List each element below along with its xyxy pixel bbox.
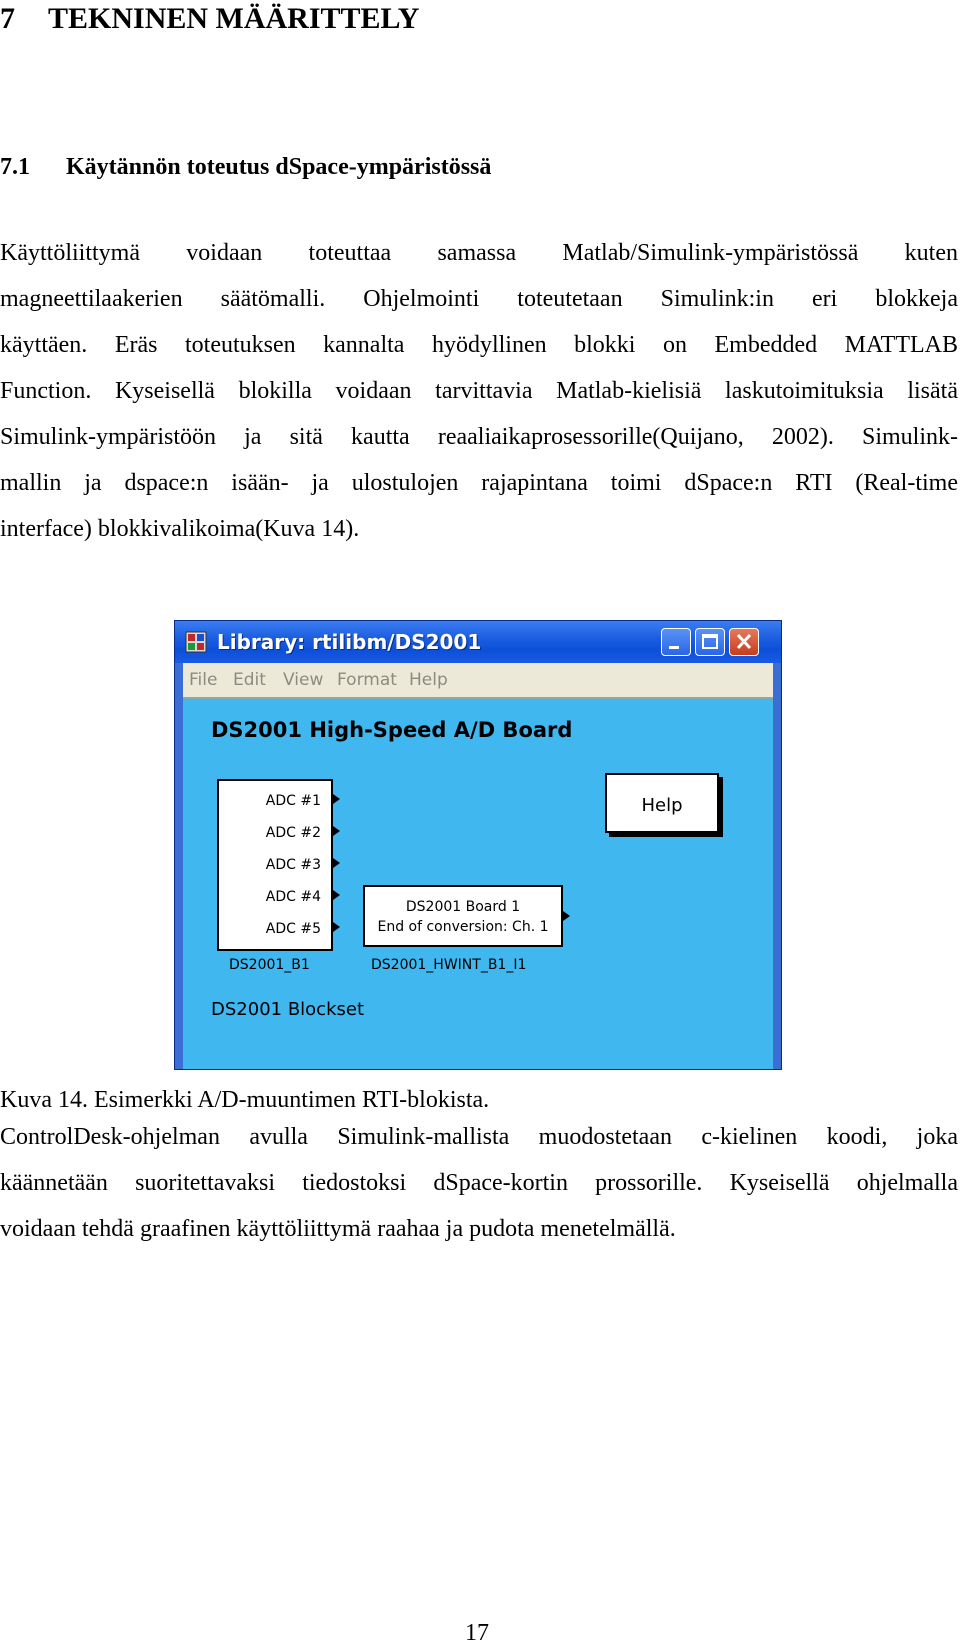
- paragraph-line: Simulink-ympäristöön ja sitä kautta reaaliaikaprosessorille(Quijano, 2002). Simulink-: [0, 424, 958, 450]
- hwint-block-line: DS2001 Board 1: [405, 899, 521, 915]
- adc-block[interactable]: [217, 779, 333, 951]
- adc-port-label: ADC #4: [265, 889, 321, 905]
- hwint-block[interactable]: [363, 885, 563, 947]
- paragraph-controldesk: [0, 1114, 958, 1252]
- chapter-title: TEKNINEN MÄÄRITTELY: [48, 2, 420, 35]
- output-port-arrow-icon: [333, 890, 340, 900]
- paragraph-line: voidaan tehdä graafinen käyttöliittymä raahaa ja pudota menetelmällä.: [0, 1216, 676, 1242]
- maximize-button[interactable]: [695, 628, 725, 656]
- menu-format[interactable]: Format: [337, 670, 397, 690]
- page-number: 17: [465, 1620, 489, 1646]
- adc-port-label: ADC #1: [265, 793, 321, 809]
- paragraph-line: Function. Kyseisellä blokilla voidaan tarvittavia Matlab-kielisiä laskutoimituksia lisätä: [0, 378, 958, 404]
- adc-block-name: DS2001_B1: [229, 957, 310, 973]
- output-port-arrow-icon: [333, 794, 340, 804]
- paragraph-line: Käyttöliittymä voidaan toteuttaa samassa Matlab/Simulink-ympäristössä kuten: [0, 240, 958, 266]
- close-icon: [730, 629, 758, 655]
- paragraph-line: mallin ja dspace:n isään- ja ulostulojen rajapintana toimi dSpace:n RTI (Real-time: [0, 470, 958, 496]
- minimize-icon: [662, 629, 690, 655]
- figure-caption: Kuva 14. Esimerkki A/D-muuntimen RTI-blokista.: [0, 1087, 490, 1113]
- help-button-label: Help: [641, 795, 683, 816]
- help-block[interactable]: [605, 773, 719, 833]
- figure-library-window: [174, 620, 782, 1070]
- adc-port-label: ADC #5: [265, 921, 321, 937]
- paragraph-line: ControlDesk-ohjelman avulla Simulink-mallista muodostetaan c-kielinen koodi, joka: [0, 1124, 958, 1150]
- menu-help[interactable]: Help: [409, 670, 448, 690]
- blockset-label: DS2001 Blockset: [211, 999, 365, 1020]
- adc-port-label: ADC #3: [265, 857, 321, 873]
- menu-file[interactable]: File: [189, 670, 218, 690]
- paragraph-line: käyttäen. Eräs toteutuksen kannalta hyödyllinen blokki on Embedded MATTLAB: [0, 332, 958, 358]
- library-window: [174, 620, 782, 1070]
- maximize-icon: [696, 629, 724, 655]
- window-titlebar[interactable]: [175, 621, 781, 663]
- window-title: Library: rtilibm/DS2001: [217, 630, 482, 654]
- library-title: DS2001 High-Speed A/D Board: [211, 718, 573, 742]
- section-title: Käytännön toteutus dSpace-ympäristössä: [66, 154, 492, 180]
- hwint-block-line: End of conversion: Ch. 1: [377, 919, 549, 935]
- hwint-block-name: DS2001_HWINT_B1_I1: [371, 957, 527, 973]
- paragraph-intro: [0, 230, 958, 552]
- output-port-arrow-icon: [333, 922, 340, 932]
- close-button[interactable]: [729, 628, 759, 656]
- chapter-heading: [0, 0, 419, 38]
- section-number: 7.1: [0, 154, 30, 180]
- output-port-arrow-icon: [333, 826, 340, 836]
- app-icon: [185, 631, 207, 653]
- paragraph-line: magneettilaakerien säätömalli. Ohjelmointi toteutetaan Simulink:in eri blokkeja: [0, 286, 958, 312]
- chapter-number: 7: [0, 2, 15, 35]
- minimize-button[interactable]: [661, 628, 691, 656]
- menu-edit[interactable]: Edit: [233, 670, 266, 690]
- adc-port-label: ADC #2: [265, 825, 321, 841]
- library-canvas: [183, 697, 773, 1069]
- paragraph-line: interface) blokkivalikoima(Kuva 14).: [0, 516, 360, 542]
- output-port-arrow-icon: [333, 858, 340, 868]
- output-port-arrow-icon: [563, 911, 570, 921]
- menu-view[interactable]: View: [283, 670, 324, 690]
- section-heading: [0, 152, 491, 182]
- paragraph-line: käännetään suoritettavaksi tiedostoksi dSpace-kortin prossorille. Kyseisellä ohjelmalla: [0, 1170, 958, 1196]
- menu-bar: [183, 663, 773, 697]
